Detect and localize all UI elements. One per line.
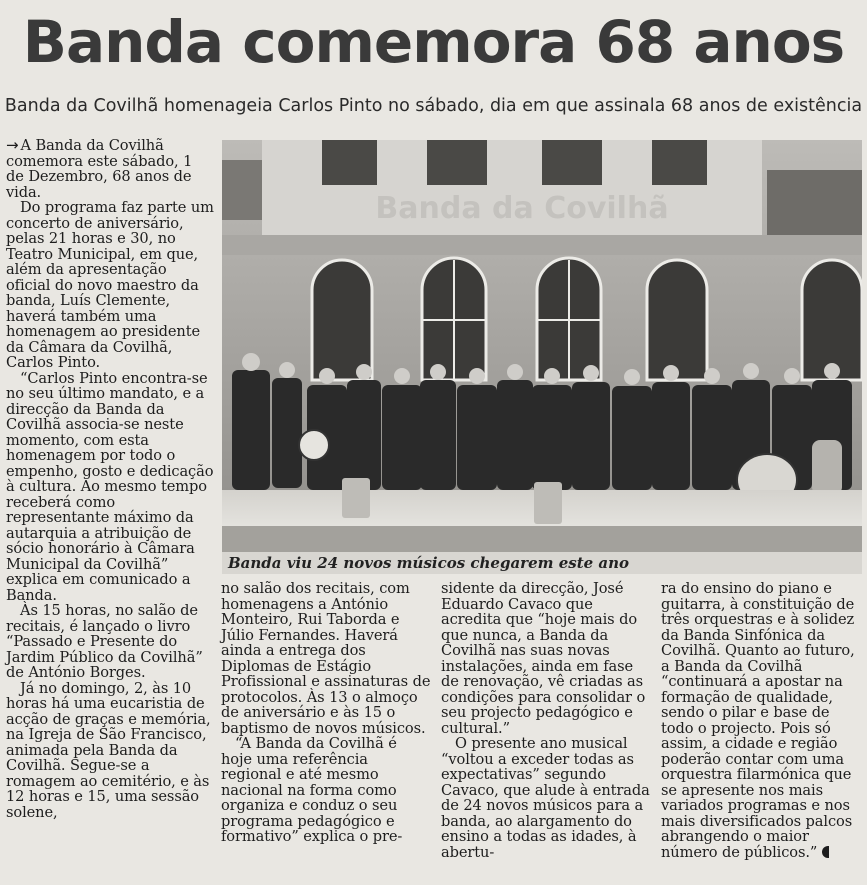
article-column-2 [221, 581, 431, 845]
building-sign: Banda da Covilhã [375, 191, 669, 226]
paragraph-text: ra do ensino do piano e guitarra, à constituição de três orquestras e à solidez da Banda Sinfónica da Covilhã. Quanto ao futuro, a Banda da Covilhã “continuará a apostar na formação de qualidade, sendo o pilar e base de todo o projecto. Pois só assim, a cidade e região poderão contar com uma orquestra filarmónica que se apresente nos mais variados programas e nos mais diversificados palcos abrangendo o maior número de públicos.” [661, 580, 855, 861]
arrow-icon: → [6, 136, 19, 154]
photo-caption: Banda viu 24 novos músicos chegarem este ano [228, 554, 630, 572]
band-photo [222, 140, 862, 552]
paragraph: O presente ano musical “voltou a exceder todas as expectativas” segundo Cavaco, que alude à entrada de 24 novos músicos para a banda, ao alargamento do ensino a todas as idades, à abertu- [441, 735, 650, 861]
paragraph: Já no domingo, 2, às 10 horas há uma eucaristia de acção de graças e memória, na Igreja de São Francisco, animada pela Banda da Covilhã. Segue-se a romagem ao cemitério, e às 12 horas e 15, uma sessão solene, [6, 679, 211, 821]
band-photo-image [222, 140, 862, 552]
paragraph: Do programa faz parte um concerto de aniversário, pelas 21 horas e 30, no Teatro Municipal, em que, além da apresentação oficial do novo maestro da banda, Luís Clemente, haverá também uma homenagem ao presidente da Câmara da Covilhã, Carlos Pinto. [6, 199, 214, 371]
paragraph-text: A Banda da Covilhã comemora este sábado, 1 de Dezembro, 68 anos de vida. [6, 137, 193, 201]
paragraph: sidente da direcção, José Eduardo Cavaco que acredita que “hoje mais do que nunca, a Banda da Covilhã nas suas novas instalações, ainda em fase de renovação, vê criadas as condições para consolidar o seu projecto pedagógico e cultural.” [441, 580, 646, 737]
paragraph: “Carlos Pinto encontra-se no seu último mandato, e a direcção da Banda da Covilhã associa-se neste momento, com esta homenagem por todo o empenho, gosto e dedicação à cultura. Ao mesmo tempo receberá como representante máximo da autarquia a atribuição de sócio honorário à Câmara Municipal da Covilhã” explica em comunicado a Banda. [6, 369, 214, 604]
subheadline: Banda da Covilhã homenageia Carlos Pinto no sábado, dia em que assinala 68 anos de existência [4, 96, 863, 116]
headline: Banda comemora 68 anos [22, 8, 845, 76]
article-column-3 [441, 581, 652, 860]
article-column-1 [6, 138, 214, 820]
paragraph [6, 138, 214, 200]
end-mark-icon [822, 846, 829, 858]
paragraph: no salão dos recitais, com homenagens a António Monteiro, Rui Taborda e Júlio Fernandes. Haverá ainda a entrega dos Diplomas de Estágio Profissional e assinaturas de protocolos. Às 13 o almoço de aniversário e às 15 o baptismo de novos músicos. [221, 580, 431, 737]
paragraph: Às 15 horas, no salão de recitais, é lançado o livro “Passado e Presente do Jardim Público da Covilhã” de António Borges. [6, 602, 203, 681]
paragraph [661, 581, 862, 860]
paragraph: “A Banda da Covilhã é hoje uma referência regional e até mesmo nacional na forma como organiza e conduz o seu programa pedagógico e formativo” explica o pre- [221, 735, 403, 845]
article-column-4 [661, 581, 862, 860]
